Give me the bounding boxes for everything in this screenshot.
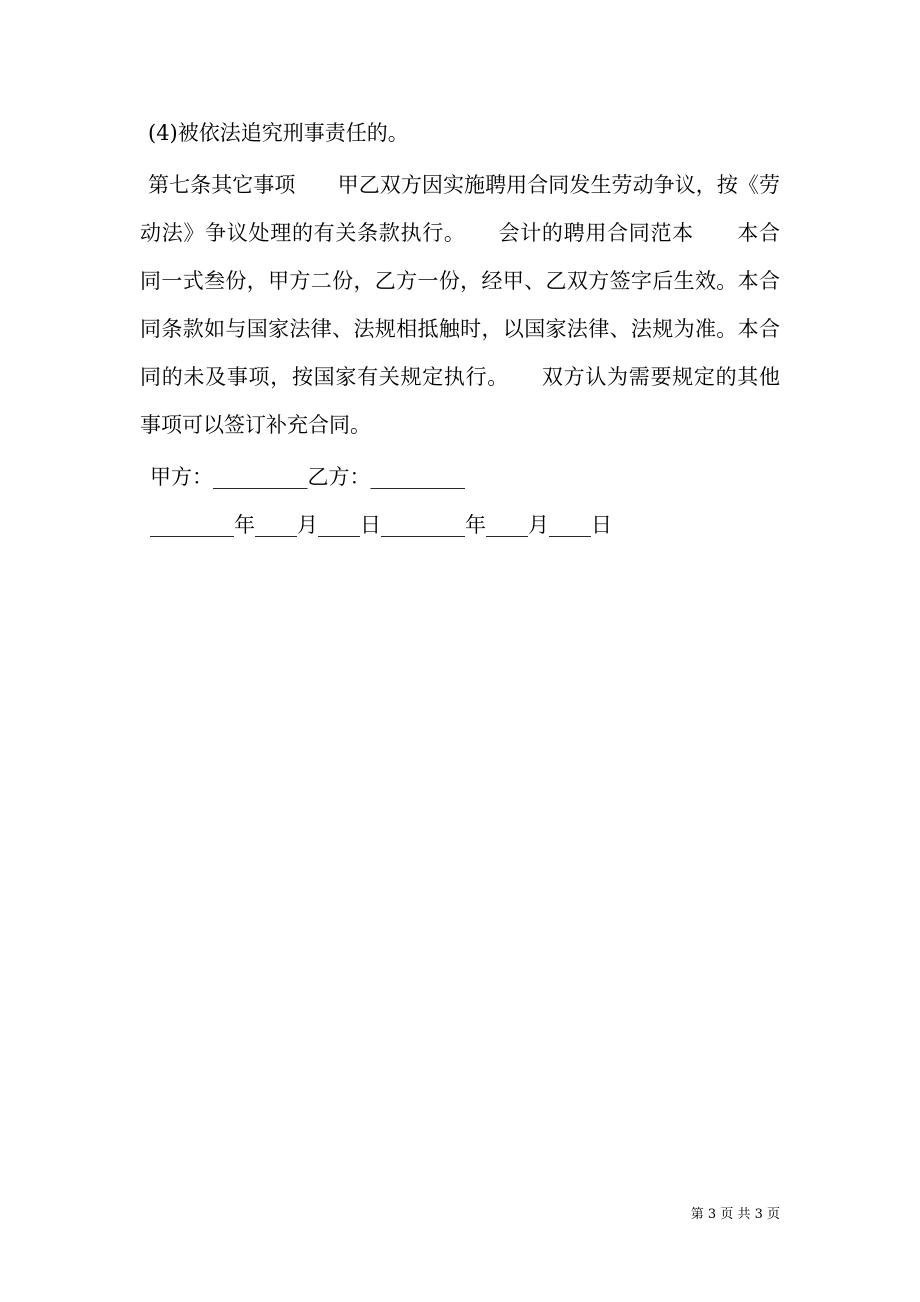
clause-item-4: (4)被依法追究刑事责任的。 — [148, 121, 409, 145]
paragraph-line-2: 动法》争议处理的有关条款执行。 会计的聘用合同范本 本合 — [140, 221, 780, 245]
paragraph-line-6: 事项可以签订补充合同。 — [140, 413, 371, 437]
signature-date-line: ________年____月____日________年____月____日 — [150, 513, 612, 537]
paragraph-line-3: 同一式叁份，甲方二份，乙方一份，经甲、乙双方签字后生效。本合 — [140, 269, 780, 293]
paragraph-line-4: 同条款如与国家法律、法规相抵触时，以国家法律、法规为准。本合 — [140, 317, 780, 341]
paragraph-line-1: 第七条其它事项 甲乙双方因实施聘用合同发生劳动争议，按《劳 — [148, 173, 780, 197]
page-number-footer: 第 3 页 共 3 页 — [690, 1207, 780, 1222]
paragraph-line-5: 同的未及事项，按国家有关规定执行。 双方认为需要规定的其他 — [140, 365, 780, 389]
signature-parties-line: 甲方：_________乙方：_________ — [150, 465, 465, 489]
